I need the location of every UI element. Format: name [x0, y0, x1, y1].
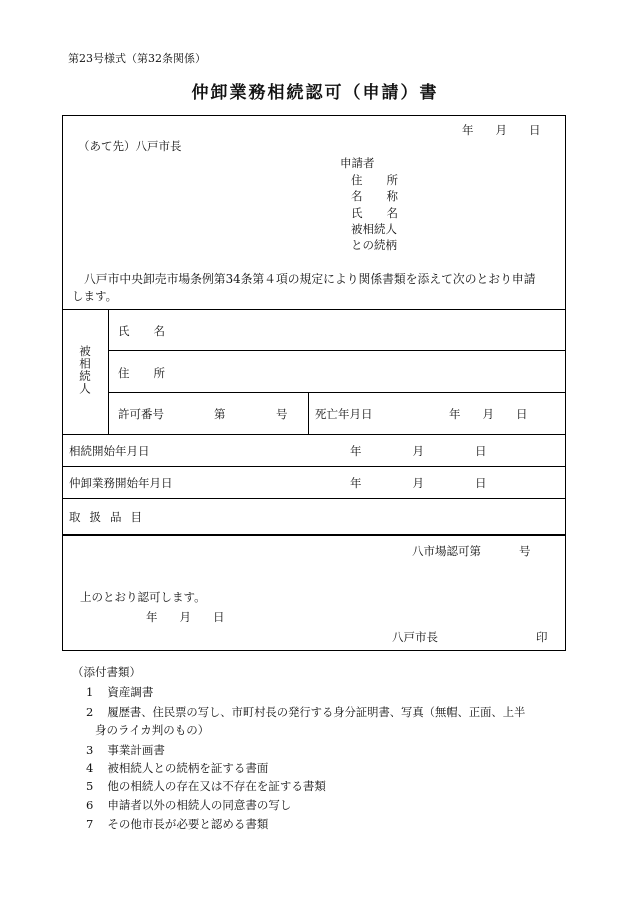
application-date: 年 月 日: [462, 123, 541, 137]
addressee: （あて先）八戸市長: [78, 139, 182, 153]
attachment-item: 2 履歴書、住民票の写し、市町村長の発行する身分証明書、写真（無帽、正面、上半: [86, 705, 526, 719]
attachment-item: 6 申請者以外の相続人の同意書の写し: [86, 798, 292, 812]
applicant-name-label: 氏 名: [351, 206, 398, 220]
divider-line: [108, 350, 566, 351]
divider-line: [108, 392, 566, 393]
permit-number-suffix: 号: [276, 407, 288, 421]
application-body: 八戸市中央卸売市場条例第34条第４項の規定により関係書類を添えて次のとおり申請: [84, 272, 536, 286]
approval-date: 年 月 日: [146, 610, 225, 624]
divider-line: [62, 309, 566, 310]
decedent-relation-label: との続柄: [351, 238, 397, 252]
form-number: 第23号様式（第32条関係）: [68, 52, 206, 65]
divider-line: [308, 392, 309, 434]
divider-line: [62, 466, 566, 467]
decedent-name-label: 氏 名: [118, 324, 165, 338]
page-title: 仲卸業務相続認可（申請）書: [191, 83, 439, 103]
attachment-item: 4 被相続人との続柄を証する書面: [86, 761, 269, 775]
decedent-relation-label: 被相続人: [351, 222, 397, 236]
business-start-date: 年 月 日: [350, 476, 487, 490]
applicant-company-label: 名 称: [351, 189, 398, 203]
attachment-item: 3 事業計画書: [86, 743, 165, 757]
application-body: します。: [72, 289, 118, 303]
attachments-title: （添付書類）: [72, 665, 141, 679]
applicant-address-label: 住 所: [351, 173, 398, 187]
decedent-address-label: 住 所: [118, 366, 165, 380]
form-box: [62, 115, 566, 651]
decedent-group-label: 被相続人: [78, 345, 92, 395]
inherit-start-date: 年 月 日: [350, 444, 487, 458]
divider-line: [62, 534, 566, 536]
approval-number: 八市場認可第 号: [412, 544, 531, 558]
divider-line: [62, 498, 566, 499]
inherit-start-label: 相続開始年月日: [69, 444, 150, 458]
permit-number-label: 許可番号: [118, 407, 164, 421]
divider-line: [62, 434, 566, 435]
death-date: 年 月 日: [449, 407, 528, 421]
death-date-label: 死亡年月日: [315, 407, 373, 421]
attachment-item-continued: 身のライカ判のもの）: [95, 723, 210, 737]
approval-text: 上のとおり認可します。: [80, 590, 206, 604]
mayor-label: 八戸市長: [392, 630, 438, 644]
business-start-label: 仲卸業務開始年月日: [69, 476, 173, 490]
attachment-item: 1 資産調書: [86, 685, 154, 699]
attachment-item: 7 その他市長が必要と認める書類: [86, 817, 269, 831]
seal-mark: 印: [536, 630, 548, 644]
attachment-item: 5 他の相続人の存在又は不存在を証する書類: [86, 779, 326, 793]
applicant-label: 申請者: [340, 156, 375, 170]
goods-label: 取 扱 品 目: [69, 510, 142, 524]
permit-number-prefix: 第: [214, 407, 226, 421]
divider-line: [108, 309, 109, 434]
